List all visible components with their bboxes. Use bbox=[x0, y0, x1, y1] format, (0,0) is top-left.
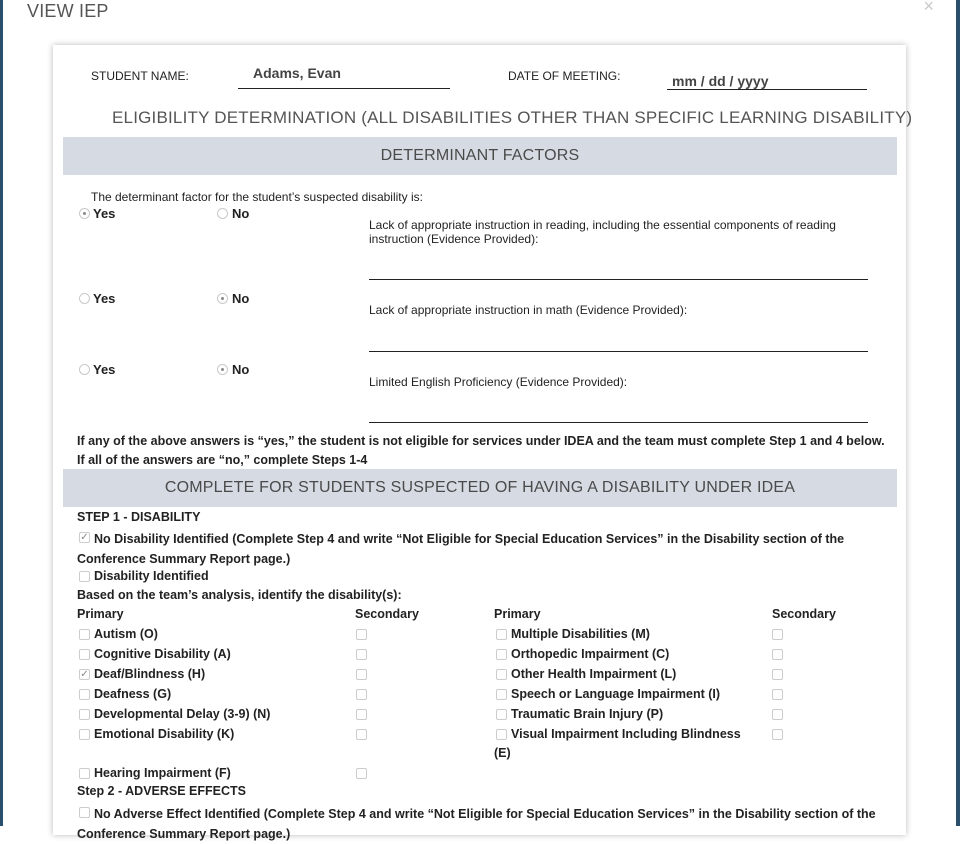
disability-secondary-checkbox[interactable] bbox=[772, 669, 783, 680]
disability-secondary-checkbox[interactable] bbox=[356, 729, 367, 740]
disability-label: Emotional Disability (K) bbox=[94, 727, 235, 741]
factor-reading-yes-radio[interactable] bbox=[79, 208, 90, 219]
right-secondary-header: Secondary bbox=[772, 607, 836, 621]
modal-title: VIEW IEP bbox=[27, 1, 109, 21]
disability-secondary-checkbox[interactable] bbox=[772, 709, 783, 720]
factor-english-text: Limited English Proficiency (Evidence Provided): bbox=[369, 375, 628, 389]
disability-label-continued: (E) bbox=[494, 746, 511, 760]
no-disability-checkbox[interactable]: ✓ bbox=[80, 532, 89, 543]
disability-label: Cognitive Disability (A) bbox=[94, 647, 231, 661]
no-disability-label: No Disability Identified (Complete Step 4 and write “Not Eligible for Special Education Services” in the Disability section of the Conference Summary Report page.) bbox=[77, 532, 845, 566]
disability-primary-checkbox[interactable] bbox=[496, 629, 507, 640]
disability-primary-checkbox[interactable] bbox=[79, 729, 90, 740]
meeting-date-input[interactable]: mm / dd / yyyy bbox=[672, 73, 769, 89]
left-secondary-header: Secondary bbox=[355, 607, 419, 621]
disability-primary-checkbox[interactable] bbox=[496, 689, 507, 700]
factor-math-no-label: No bbox=[232, 291, 250, 306]
step1-title: STEP 1 - DISABILITY bbox=[77, 510, 201, 524]
disability-primary-checkbox[interactable] bbox=[496, 649, 507, 660]
factor-reading-no-label: No bbox=[232, 206, 250, 221]
disability-primary-checkbox[interactable] bbox=[79, 689, 90, 700]
determinant-intro: The determinant factor for the student’s suspected disability is: bbox=[91, 190, 423, 204]
disability-primary-checkbox[interactable] bbox=[79, 709, 90, 720]
disability-identified-checkbox[interactable] bbox=[79, 571, 90, 582]
based-on-text: Based on the team’s analysis, identify the disability(s): bbox=[77, 588, 402, 602]
disability-label: Developmental Delay (3-9) (N) bbox=[94, 707, 271, 721]
disability-secondary-checkbox[interactable] bbox=[772, 729, 783, 740]
disability-label: Hearing Impairment (F) bbox=[94, 766, 231, 780]
factor-english-yes-radio[interactable] bbox=[79, 364, 90, 375]
factor-math-yes-label: Yes bbox=[93, 291, 116, 306]
disability-primary-checkbox[interactable] bbox=[79, 629, 90, 640]
form-title: ELIGIBILITY DETERMINATION (ALL DISABILITIES OTHER THAN SPECIFIC LEARNING DISABILITY) bbox=[112, 108, 913, 127]
disability-label: Traumatic Brain Injury (P) bbox=[511, 707, 664, 721]
disability-secondary-checkbox[interactable] bbox=[356, 649, 367, 660]
factor-english-no-radio[interactable] bbox=[217, 364, 228, 375]
close-icon[interactable]: × bbox=[923, 0, 934, 16]
factor-reading-text: Lack of appropriate instruction in reading, including the essential components of reading instruction (Evidence Provided): bbox=[369, 218, 836, 246]
disability-secondary-checkbox[interactable] bbox=[356, 689, 367, 700]
disability-secondary-checkbox[interactable] bbox=[356, 709, 367, 720]
iep-form-sheet bbox=[53, 45, 913, 841]
factor-english-no-label: No bbox=[232, 362, 250, 377]
factor-english-evidence-line[interactable] bbox=[369, 422, 868, 423]
disability-secondary-checkbox[interactable] bbox=[356, 669, 367, 680]
factor-math-evidence-line[interactable] bbox=[369, 351, 868, 352]
disability-secondary-checkbox[interactable] bbox=[772, 629, 783, 640]
disability-primary-checkbox[interactable] bbox=[496, 729, 507, 740]
disability-label: Autism (O) bbox=[94, 627, 158, 641]
factor-math-yes-radio[interactable] bbox=[79, 293, 90, 304]
meeting-date-underline bbox=[667, 89, 867, 90]
disability-label: Deafness (G) bbox=[94, 687, 172, 701]
student-name-underline bbox=[238, 88, 450, 89]
step2-title: Step 2 - ADVERSE EFFECTS bbox=[77, 784, 247, 798]
disability-label: Deaf/Blindness (H) bbox=[94, 667, 206, 681]
disability-primary-checkbox[interactable] bbox=[496, 669, 507, 680]
disability-secondary-checkbox[interactable] bbox=[772, 649, 783, 660]
disability-secondary-checkbox[interactable] bbox=[356, 768, 367, 779]
student-name-label: STUDENT NAME: bbox=[91, 69, 189, 83]
determinant-heading: DETERMINANT FACTORS bbox=[380, 147, 580, 164]
determinant-band bbox=[63, 137, 897, 175]
disability-label: Orthopedic Impairment (C) bbox=[511, 647, 670, 661]
disability-label: Visual Impairment Including Blindness bbox=[511, 727, 741, 741]
idea-band bbox=[63, 469, 897, 507]
background-edge-right bbox=[956, 0, 960, 826]
factor-math-text: Lack of appropriate instruction in math (Evidence Provided): bbox=[369, 303, 688, 317]
disability-label: Multiple Disabilities (M) bbox=[511, 627, 650, 641]
disability-secondary-checkbox[interactable] bbox=[772, 689, 783, 700]
disability-identified-label: Disability Identified bbox=[94, 569, 209, 583]
determinant-note: If any of the above answers is “yes,” the student is not eligible for services under IDEA and the team must complete Step 1 and 4 below. If all of the answers are “no,” complete Steps 1-4 bbox=[77, 434, 885, 467]
left-primary-header: Primary bbox=[77, 607, 124, 621]
factor-math-no-radio[interactable] bbox=[217, 293, 228, 304]
idea-heading: COMPLETE FOR STUDENTS SUSPECTED OF HAVING A DISABILITY UNDER IDEA bbox=[164, 479, 796, 496]
disability-primary-checkbox[interactable] bbox=[79, 649, 90, 660]
meeting-date-label: DATE OF MEETING: bbox=[508, 69, 621, 83]
disability-primary-checkbox[interactable]: ✓ bbox=[80, 669, 89, 680]
background-edge-left bbox=[0, 0, 3, 826]
disability-primary-checkbox[interactable] bbox=[496, 709, 507, 720]
factor-reading-evidence-line[interactable] bbox=[369, 279, 868, 280]
right-primary-header: Primary bbox=[494, 607, 541, 621]
disability-secondary-checkbox[interactable] bbox=[356, 629, 367, 640]
no-adverse-effect-label: No Adverse Effect Identified (Complete Step 4 and write “Not Eligible for Special Education Services” in the Disability section of the Conference Summary Report page.) bbox=[77, 807, 876, 841]
factor-english-yes-label: Yes bbox=[93, 362, 116, 377]
disability-label: Other Health Impairment (L) bbox=[511, 667, 677, 681]
disability-label: Speech or Language Impairment (I) bbox=[511, 687, 721, 701]
factor-reading-no-radio[interactable] bbox=[217, 208, 228, 219]
student-name-value: Adams, Evan bbox=[253, 65, 341, 81]
factor-reading-yes-label: Yes bbox=[93, 206, 116, 221]
disability-primary-checkbox[interactable] bbox=[79, 768, 90, 779]
